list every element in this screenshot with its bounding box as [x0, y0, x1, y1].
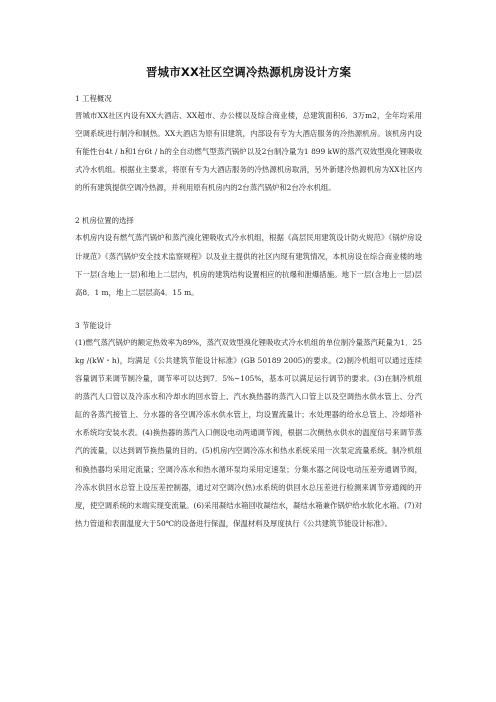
- section-room-location: [75, 212, 422, 301]
- section-heading: 2 机房位置的选择: [75, 216, 134, 226]
- section-energy-saving: [75, 317, 422, 533]
- section-project-overview: [75, 90, 422, 197]
- document-title: 晋城市XX社区空调冷热源机房设计方案: [145, 65, 352, 79]
- section-paragraph: 晋城市XX社区内设有XX大酒店、XX超市、办公楼以及综合商业楼，总建筑面积6．3万m2，全年均采用空调系统进行制冷和制热。XX大酒店为原有旧建筑，内部设有专为大酒店服务的冷热源机房。该机房内设有能性台4t / h和1台6t / h的全自动燃气型蒸汽锅炉以及2台制冷量为1 899 kW的蒸汽双效型溴化锂吸收式冷水机组。根据业主要求，将原有专为大酒店服务的冷热源机房取消，另外新建冷热源机房为XX社区内的所有建筑提供空调冷热源，并利用原有机房内的2台蒸汽锅炉和2台冷水机组。: [75, 111, 422, 193]
- section-paragraph: (1)燃气蒸汽锅炉的额定热效率为89%，蒸汽双效型溴化锂吸收式冷水机组的单位制冷量蒸汽耗量为1．25 kg /(kW・h)，均满足《公共建筑节能设计标准》(GB 50189 2005)的要求。(2)制冷机组可以通过连续容量调节来调节制冷量，调节率可以达到7．5%~105%，基本可以满足运行调节的要求。(3)在制冷机组的蒸汽人口管以及冷冻水和冷却水的回水管上、汽水换热器的蒸汽入口管上以及空调热水供水管上、分汽缸的各蒸汽接管上、分水器的各空调冷冻水供水管上，均设置流量计；水处理器的给水总管上、冷却塔补水系统均安装水表。(4)换热器的蒸汽入口侧设电动两通调节阀，根据二次侧热水供水的温度信号来调节蒸汽的流量，以达到调节换热量的目的。(5)机房内空调冷冻水和热水系统采用一次泵定流量系统。制冷机组和换热器均采用定流量；空调冷冻水和热水循环泵均采用定速泵；分集水器之间设电动压差旁通调节阀，冷冻水供回水总管上设压差控制器，通过对空调冷(热)水系统的供回水总压差进行检测来调节旁通阀的开度，使空调系统的末端实现变流量。(6)采用凝结水箱回收凝结水，凝结水箱兼作锅炉给水软化水箱。(7)对热力管道和表面温度大于50℃的设备进行保温，保温材料及厚度执行《公共建筑节能设计标准》。: [75, 337, 422, 528]
- section-paragraph: 本机房内设有燃气蒸汽锅炉和蒸汽溴化锂吸收式冷水机组，根据《高层民用建筑设计防火规范》《锅炉房设计规范》《蒸汽锅炉安全技术监察规程》以及业主提供的社区内现有建筑情况，本机房设在综合商业楼的地下一层(含地上一层)和地上二层内，机房的建筑结构设置相应的抗爆和泄爆措施。地下一层(含地上一层)层高8．1 m，地上二层层高4．15 m。: [75, 233, 422, 297]
- section-heading: 1 工程概况: [75, 94, 112, 103]
- section-heading: 3 节能设计: [75, 320, 112, 330]
